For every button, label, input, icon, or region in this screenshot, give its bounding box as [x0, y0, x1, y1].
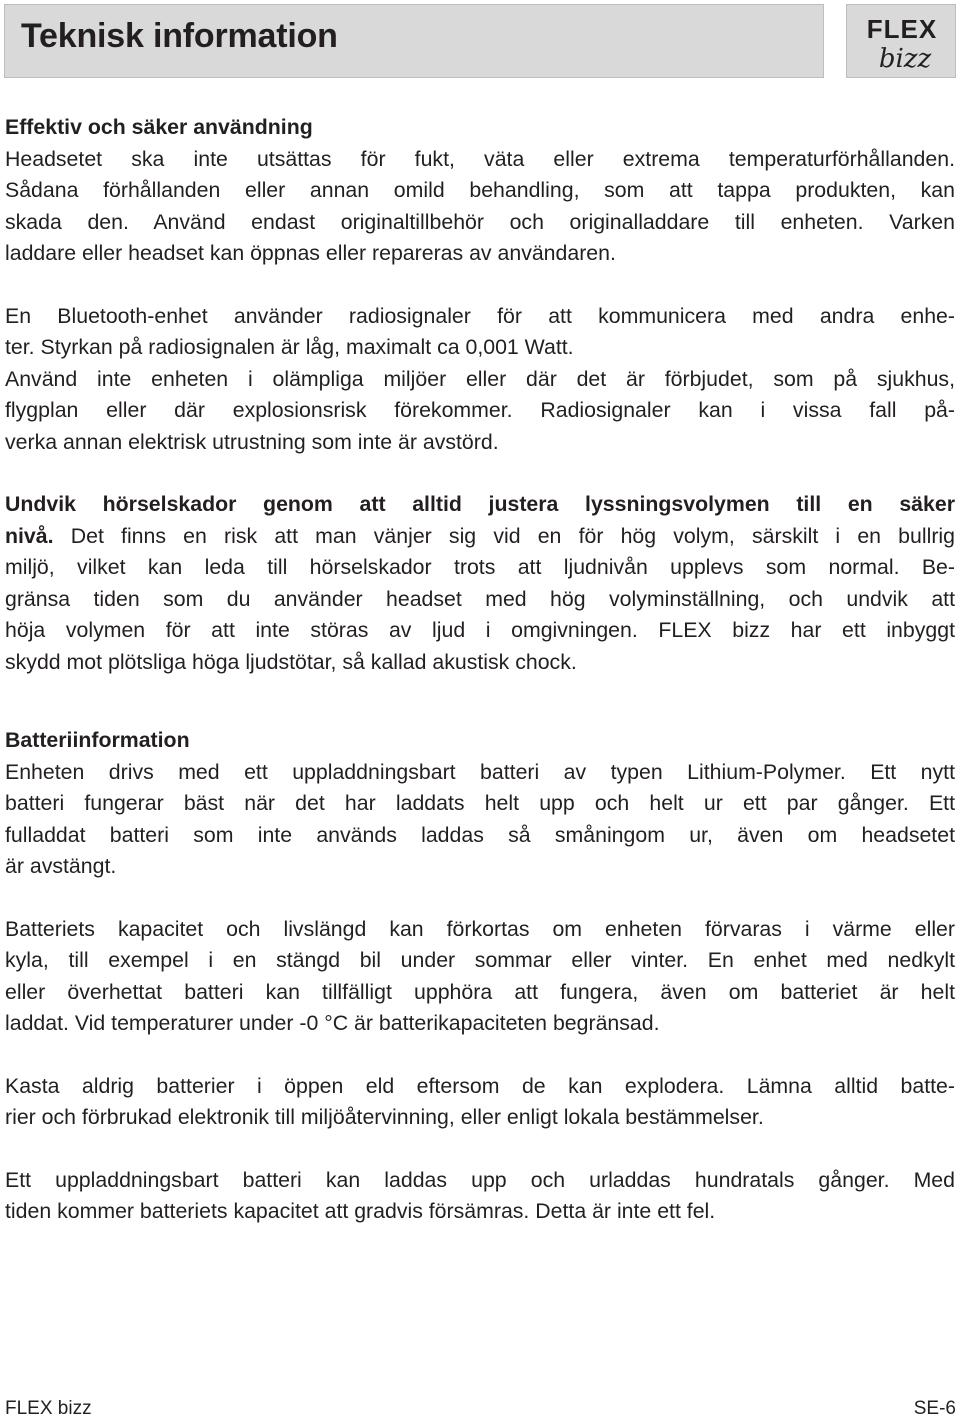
text-fragment: Det finns en risk att man vänjer sig vid en för hög volym, särskilt i en bullrig — [53, 523, 955, 548]
text-line: Sådana förhållanden eller annan omild behandling, som att tappa produkten, kan — [5, 178, 955, 202]
text-line: skydd mot plötsliga höga ljudstötar, så kallad akustisk chock. — [5, 649, 577, 674]
text-line: rier och förbrukad elektronik till miljöåtervinning, eller enligt lokala bestämmelser. — [5, 1105, 764, 1129]
text-line: eller överhettat batteri kan tillfälligt upphöra att fungera, även om batteriet är helt — [5, 979, 955, 1004]
flex-bizz-logo-icon — [847, 5, 957, 79]
text-line: miljö, vilket kan leda till hörselskador trots att ljudnivån upplevs som normal. Be- — [5, 555, 955, 579]
text-line: höja volymen för att inte störas av ljud i omgivningen. FLEX bizz har ett inbyggt — [5, 618, 955, 642]
text-line: är avstängt. — [5, 854, 117, 878]
paragraph-battery-capacity — [5, 914, 955, 1040]
text-line: tiden kommer batteriets kapacitet att gradvis försämras. Detta är inte ett fel. — [5, 1199, 716, 1223]
text-line: ter. Styrkan på radiosignalen är låg, maximalt ca 0,001 Watt. — [5, 335, 574, 359]
paragraph-safety-hearing — [5, 489, 955, 678]
svg-text:FLEX: FLEX — [866, 14, 938, 44]
page-title: Teknisk information — [21, 17, 338, 55]
text-line: Headsetet ska inte utsättas för fukt, väta eller extrema temperaturförhållanden. — [5, 146, 955, 171]
text-line: Kasta aldrig batterier i öppen eld eftersom de kan explodera. Lämna alltid batte- — [5, 1073, 955, 1098]
brand-logo — [846, 4, 956, 78]
text-line: gränsa tiden som du använder headset med hög volyminställning, och undvik att — [5, 586, 955, 611]
text-line: laddare eller headset kan öppnas eller repareras av användaren. — [5, 241, 616, 265]
text-line: verka annan elektrisk utrustning som inte är avstörd. — [5, 429, 499, 454]
paragraph-safety-bluetooth — [5, 301, 955, 459]
text-line: Ett uppladdningsbart batteri kan laddas upp och urladdas hundratals gånger. Med — [5, 1167, 955, 1192]
footer-product-name: FLEX bizz — [5, 1398, 92, 1419]
text-line — [5, 521, 955, 553]
text-line: Batteriets kapacitet och livslängd kan förkortas om enheten förvaras i värme eller — [5, 916, 955, 941]
paragraph-battery-cycles — [5, 1165, 955, 1228]
paragraph-battery-type — [5, 757, 955, 883]
text-line: laddat. Vid temperaturer under -0 °C är batterikapaciteten begränsad. — [5, 1011, 660, 1035]
svg-text:bizz: bizz — [878, 44, 932, 74]
text-line: Enheten drivs med ett uppladdningsbart batteri av typen Lithium-Polymer. Ett nytt — [5, 759, 955, 784]
paragraph-safety-moisture — [5, 144, 955, 270]
text-line: fulladdat batteri som inte används laddas så småningom ur, även om headsetet — [5, 822, 955, 847]
section-heading-safety: Effektiv och säker användning — [5, 115, 313, 139]
text-line: batteri fungerar bäst när det har laddats helt upp och helt ur ett par gånger. Ett — [5, 791, 955, 815]
text-line: skada den. Använd endast originaltillbehör och originalladdare till enheten. Varken — [5, 209, 955, 234]
text-line: Använd inte enheten i olämpliga miljöer eller där det är förbjudet, som på sjukhus, — [5, 366, 955, 391]
text-line: flygplan eller där explosionsrisk förekommer. Radiosignaler kan i vissa fall på- — [5, 398, 955, 422]
hearing-warning-bold-end: nivå. — [5, 523, 54, 548]
section-heading-battery: Batteriinformation — [5, 728, 190, 752]
text-line: kyla, till exempel i en stängd bil under sommar eller vinter. En enhet med nedkylt — [5, 948, 955, 972]
text-line: En Bluetooth-enhet använder radiosignaler för att kommunicera med andra enhe- — [5, 303, 955, 328]
header-bar — [4, 4, 824, 78]
footer-page-number: SE-6 — [913, 1398, 956, 1419]
hearing-warning-bold: Undvik hörselskador genom att alltid justera lyssningsvolymen till en säker — [5, 492, 955, 516]
paragraph-battery-disposal — [5, 1071, 955, 1134]
main-content — [5, 112, 955, 1228]
